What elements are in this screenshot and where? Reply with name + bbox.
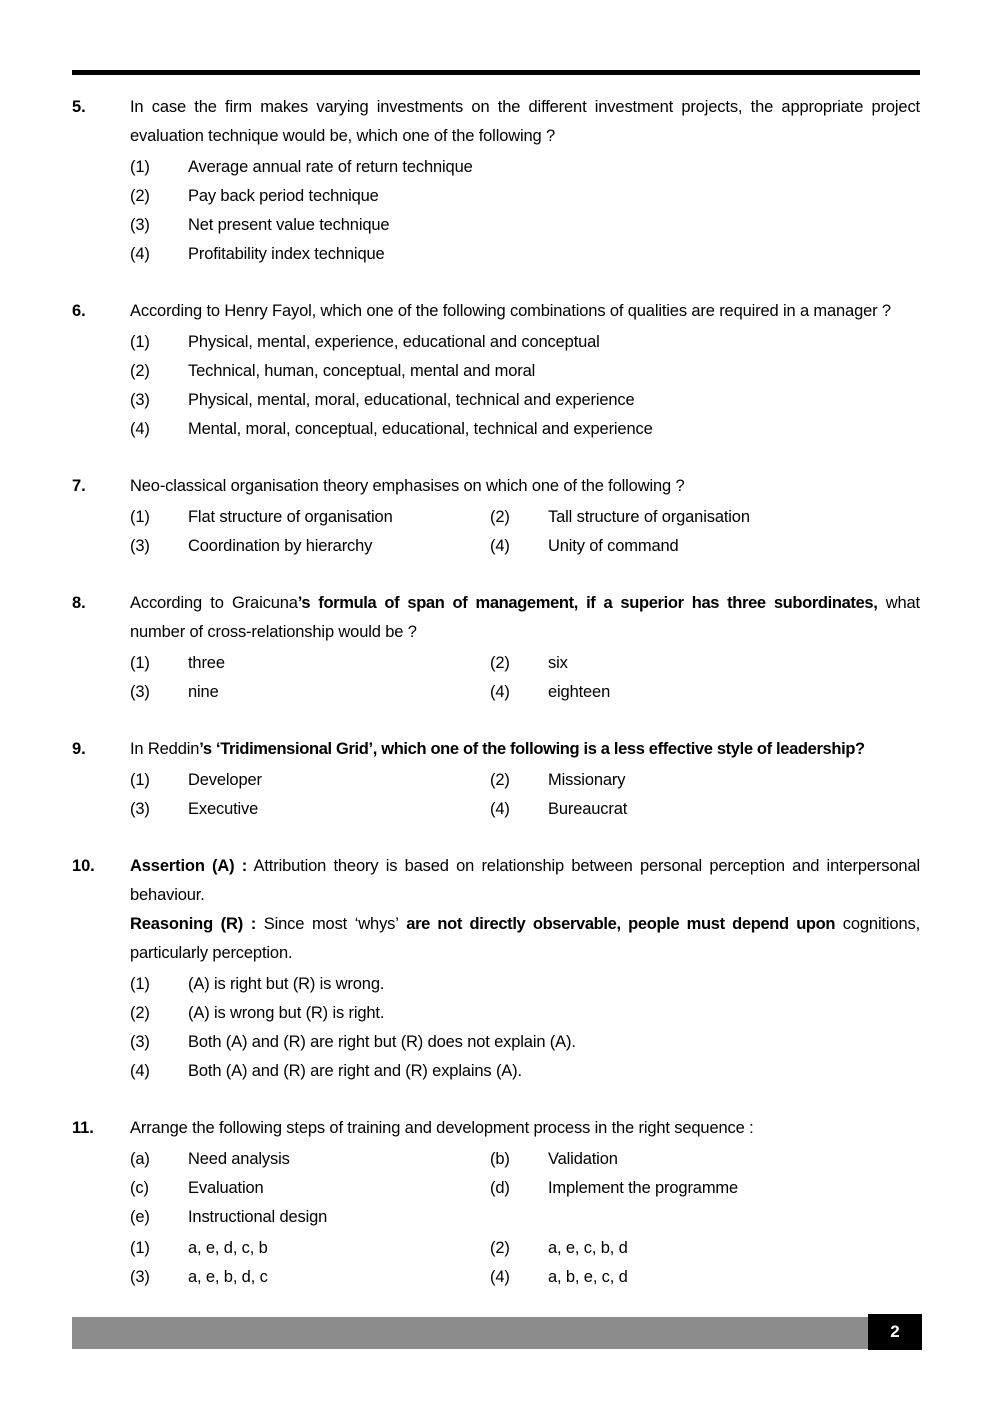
option-marker: (4) xyxy=(130,1062,150,1080)
option[interactable] xyxy=(130,328,920,357)
option[interactable] xyxy=(130,1057,920,1086)
question-number: 11. xyxy=(72,1119,94,1137)
stem-text-run: what number of cross-relationship would be ? xyxy=(130,594,920,641)
option-text: three xyxy=(188,654,225,672)
sub-item-marker: (b) xyxy=(490,1150,510,1168)
option[interactable] xyxy=(130,649,490,678)
option-marker: (4) xyxy=(490,683,510,701)
option-marker: (2) xyxy=(490,654,510,672)
stem-text-run: Attribution theory is based on relationship between personal perception and interpersonal behaviour. xyxy=(130,857,920,904)
question-block xyxy=(72,472,920,561)
option[interactable] xyxy=(130,153,920,182)
option-list xyxy=(130,503,920,561)
question-body xyxy=(130,1114,920,1292)
stem-emphasis-run: ’s formula of span of management, if a superior has three subordinates, xyxy=(297,594,878,612)
option-row xyxy=(130,532,920,561)
option-row xyxy=(130,1028,920,1057)
stem-text-run: cognitions, particularly perception. xyxy=(130,915,920,962)
option[interactable] xyxy=(130,386,920,415)
option[interactable] xyxy=(130,357,920,386)
sub-item-text: Instructional design xyxy=(188,1208,328,1226)
option-marker: (1) xyxy=(130,654,150,672)
option-row xyxy=(130,211,920,240)
option-list xyxy=(130,970,920,1086)
option-row xyxy=(130,1263,920,1292)
sub-item[interactable] xyxy=(130,1174,490,1203)
option[interactable] xyxy=(130,1234,490,1263)
stem-text-run: Since most ‘whys’ xyxy=(256,915,399,933)
sub-item-marker: (d) xyxy=(490,1179,510,1197)
stem-emphasis-run: are not directly observable, people must depend upon xyxy=(398,915,836,933)
option-text: Both (A) and (R) are right but (R) does not explain (A). xyxy=(188,1033,576,1051)
page-number-label: 2 xyxy=(890,1322,900,1341)
stem-text-run: According to Graicuna xyxy=(130,594,298,612)
option-marker: (3) xyxy=(130,216,150,234)
option[interactable] xyxy=(130,795,490,824)
question-stem xyxy=(130,297,920,326)
option-marker: (4) xyxy=(490,800,510,818)
option-marker: (3) xyxy=(130,800,150,818)
option-marker: (2) xyxy=(490,771,510,789)
option-text: a, e, c, b, d xyxy=(548,1239,628,1257)
option-row xyxy=(130,240,920,269)
option-marker: (1) xyxy=(130,1239,150,1257)
option[interactable] xyxy=(490,649,850,678)
option[interactable] xyxy=(490,1234,850,1263)
option[interactable] xyxy=(130,503,490,532)
option-text: Unity of command xyxy=(548,537,679,555)
option-text: a, e, d, c, b xyxy=(188,1239,268,1257)
option-text: Executive xyxy=(188,800,259,818)
option[interactable] xyxy=(130,999,920,1028)
option-row xyxy=(130,386,920,415)
option[interactable] xyxy=(130,766,490,795)
option-list xyxy=(130,1234,920,1292)
option-text: Average annual rate of return technique xyxy=(188,158,473,176)
sub-item-text: Validation xyxy=(548,1150,618,1168)
option-text: Physical, mental, experience, educational and conceptual xyxy=(188,333,600,351)
option-text: nine xyxy=(188,683,219,701)
option-text: eighteen xyxy=(548,683,611,701)
sub-item-marker: (a) xyxy=(130,1150,150,1168)
option[interactable] xyxy=(130,1263,490,1292)
option-marker: (4) xyxy=(490,1268,510,1286)
option-row xyxy=(130,153,920,182)
question-number: 8. xyxy=(72,594,86,612)
option-marker: (1) xyxy=(130,975,150,993)
option-row xyxy=(130,415,920,444)
question-block xyxy=(72,1114,920,1292)
option-list xyxy=(130,153,920,269)
option-text: Flat structure of organisation xyxy=(188,508,393,526)
option[interactable] xyxy=(130,532,490,561)
question-stem xyxy=(130,472,920,501)
option[interactable] xyxy=(490,503,850,532)
option-text: Net present value technique xyxy=(188,216,390,234)
question-stem xyxy=(130,735,920,764)
option-text: Bureaucrat xyxy=(548,800,628,818)
sub-item-text: Evaluation xyxy=(188,1179,264,1197)
question-body xyxy=(130,93,920,269)
question-stem-secondary xyxy=(130,910,920,968)
question-body xyxy=(130,852,920,1086)
option-row xyxy=(130,1234,920,1263)
option-marker: (4) xyxy=(490,537,510,555)
option-marker: (1) xyxy=(130,158,150,176)
option[interactable] xyxy=(130,970,920,999)
option-marker: (2) xyxy=(130,362,150,380)
question-block xyxy=(72,852,920,1086)
sub-item-list xyxy=(130,1145,920,1232)
option-row xyxy=(130,999,920,1028)
option-text: Mental, moral, conceptual, educational, technical and experience xyxy=(188,420,653,438)
option-text: Pay back period technique xyxy=(188,187,379,205)
option-row xyxy=(130,357,920,386)
sub-item-text: Need analysis xyxy=(188,1150,290,1168)
option[interactable] xyxy=(490,766,850,795)
option-marker: (3) xyxy=(130,1268,150,1286)
footer-bar xyxy=(72,1317,920,1349)
option-marker: (3) xyxy=(130,537,150,555)
sub-item[interactable] xyxy=(130,1145,490,1174)
stem-text-run: In case the firm makes varying investments on the different investment projects, the appropriate project evaluation technique would be, which one of the following ? xyxy=(130,98,920,145)
option-text: six xyxy=(548,654,568,672)
option-row xyxy=(130,766,920,795)
option[interactable] xyxy=(490,795,850,824)
option-row xyxy=(130,970,920,999)
question-number: 6. xyxy=(72,302,86,320)
question-number: 10. xyxy=(72,857,95,875)
option[interactable] xyxy=(130,415,920,444)
sub-item-marker: (e) xyxy=(130,1208,150,1226)
sub-item-text: Implement the programme xyxy=(548,1179,739,1197)
stem-label-run: Assertion (A) : xyxy=(130,857,248,875)
option-marker: (3) xyxy=(130,683,150,701)
option-marker: (1) xyxy=(130,771,150,789)
option-text: Developer xyxy=(188,771,262,789)
option-marker: (3) xyxy=(130,391,150,409)
option-text: Coordination by hierarchy xyxy=(188,537,373,555)
option-text: Tall structure of organisation xyxy=(548,508,750,526)
option-row xyxy=(130,678,920,707)
option-marker: (2) xyxy=(490,1239,510,1257)
option-marker: (2) xyxy=(490,508,510,526)
option-list xyxy=(130,766,920,824)
option-marker: (2) xyxy=(130,187,150,205)
option-row xyxy=(130,503,920,532)
option[interactable] xyxy=(130,182,920,211)
option[interactable] xyxy=(130,678,490,707)
option-row xyxy=(130,1057,920,1086)
sub-item-row xyxy=(130,1174,920,1203)
option-row xyxy=(130,795,920,824)
option[interactable] xyxy=(130,240,920,269)
question-list xyxy=(72,93,920,1292)
option[interactable] xyxy=(130,1028,920,1057)
option[interactable] xyxy=(490,1263,850,1292)
question-block xyxy=(72,735,920,824)
option-text: Missionary xyxy=(548,771,626,789)
stem-text-run: According to Henry Fayol, which one of the following combinations of qualities are required in a manager ? xyxy=(130,302,891,320)
question-stem xyxy=(130,852,920,910)
option-marker: (1) xyxy=(130,508,150,526)
sub-item-marker: (c) xyxy=(130,1179,149,1197)
stem-emphasis-run: ’s ‘Tridimensional Grid’, which one of the following is a less effective style of leadership? xyxy=(199,740,865,758)
option-text: a, b, e, c, d xyxy=(548,1268,628,1286)
option[interactable] xyxy=(490,678,850,707)
option-text: Technical, human, conceptual, mental and moral xyxy=(188,362,536,380)
question-body xyxy=(130,589,920,707)
option-text: (A) is wrong but (R) is right. xyxy=(188,1004,385,1022)
question-body xyxy=(130,472,920,561)
question-number: 5. xyxy=(72,98,86,116)
option-row xyxy=(130,182,920,211)
stem-label-run: Reasoning (R) : xyxy=(130,915,257,933)
option-row xyxy=(130,649,920,678)
sub-item-row xyxy=(130,1203,920,1232)
option-text: (A) is right but (R) is wrong. xyxy=(188,975,385,993)
question-body xyxy=(130,735,920,824)
question-stem xyxy=(130,1114,920,1143)
question-stem xyxy=(130,93,920,151)
sub-item[interactable] xyxy=(130,1203,490,1232)
question-number: 7. xyxy=(72,477,86,495)
question-block xyxy=(72,297,920,444)
stem-text-run: Arrange the following steps of training and development process in the right sequence : xyxy=(130,1119,754,1137)
option-marker: (1) xyxy=(130,333,150,351)
question-block xyxy=(72,93,920,269)
sub-item-row xyxy=(130,1145,920,1174)
option-list xyxy=(130,649,920,707)
option-marker: (4) xyxy=(130,420,150,438)
option-marker: (4) xyxy=(130,245,150,263)
page-number-badge xyxy=(868,1314,922,1350)
option-text: Both (A) and (R) are right and (R) explains (A). xyxy=(188,1062,522,1080)
option-marker: (3) xyxy=(130,1033,150,1051)
question-stem xyxy=(130,589,920,647)
question-block xyxy=(72,589,920,707)
option-text: Profitability index technique xyxy=(188,245,385,263)
option-row xyxy=(130,328,920,357)
sub-item[interactable] xyxy=(490,1145,850,1174)
option-marker: (2) xyxy=(130,1004,150,1022)
question-body xyxy=(130,297,920,444)
stem-text-run: In Reddin xyxy=(130,740,200,758)
option-text: a, e, b, d, c xyxy=(188,1268,268,1286)
header-rule xyxy=(72,70,920,75)
option[interactable] xyxy=(490,532,850,561)
question-number: 9. xyxy=(72,740,86,758)
sub-item[interactable] xyxy=(490,1174,850,1203)
stem-text-run: Neo-classical organisation theory emphasises on which one of the following ? xyxy=(130,477,685,495)
option-list xyxy=(130,328,920,444)
option-text: Physical, mental, moral, educational, technical and experience xyxy=(188,391,635,409)
option[interactable] xyxy=(130,211,920,240)
